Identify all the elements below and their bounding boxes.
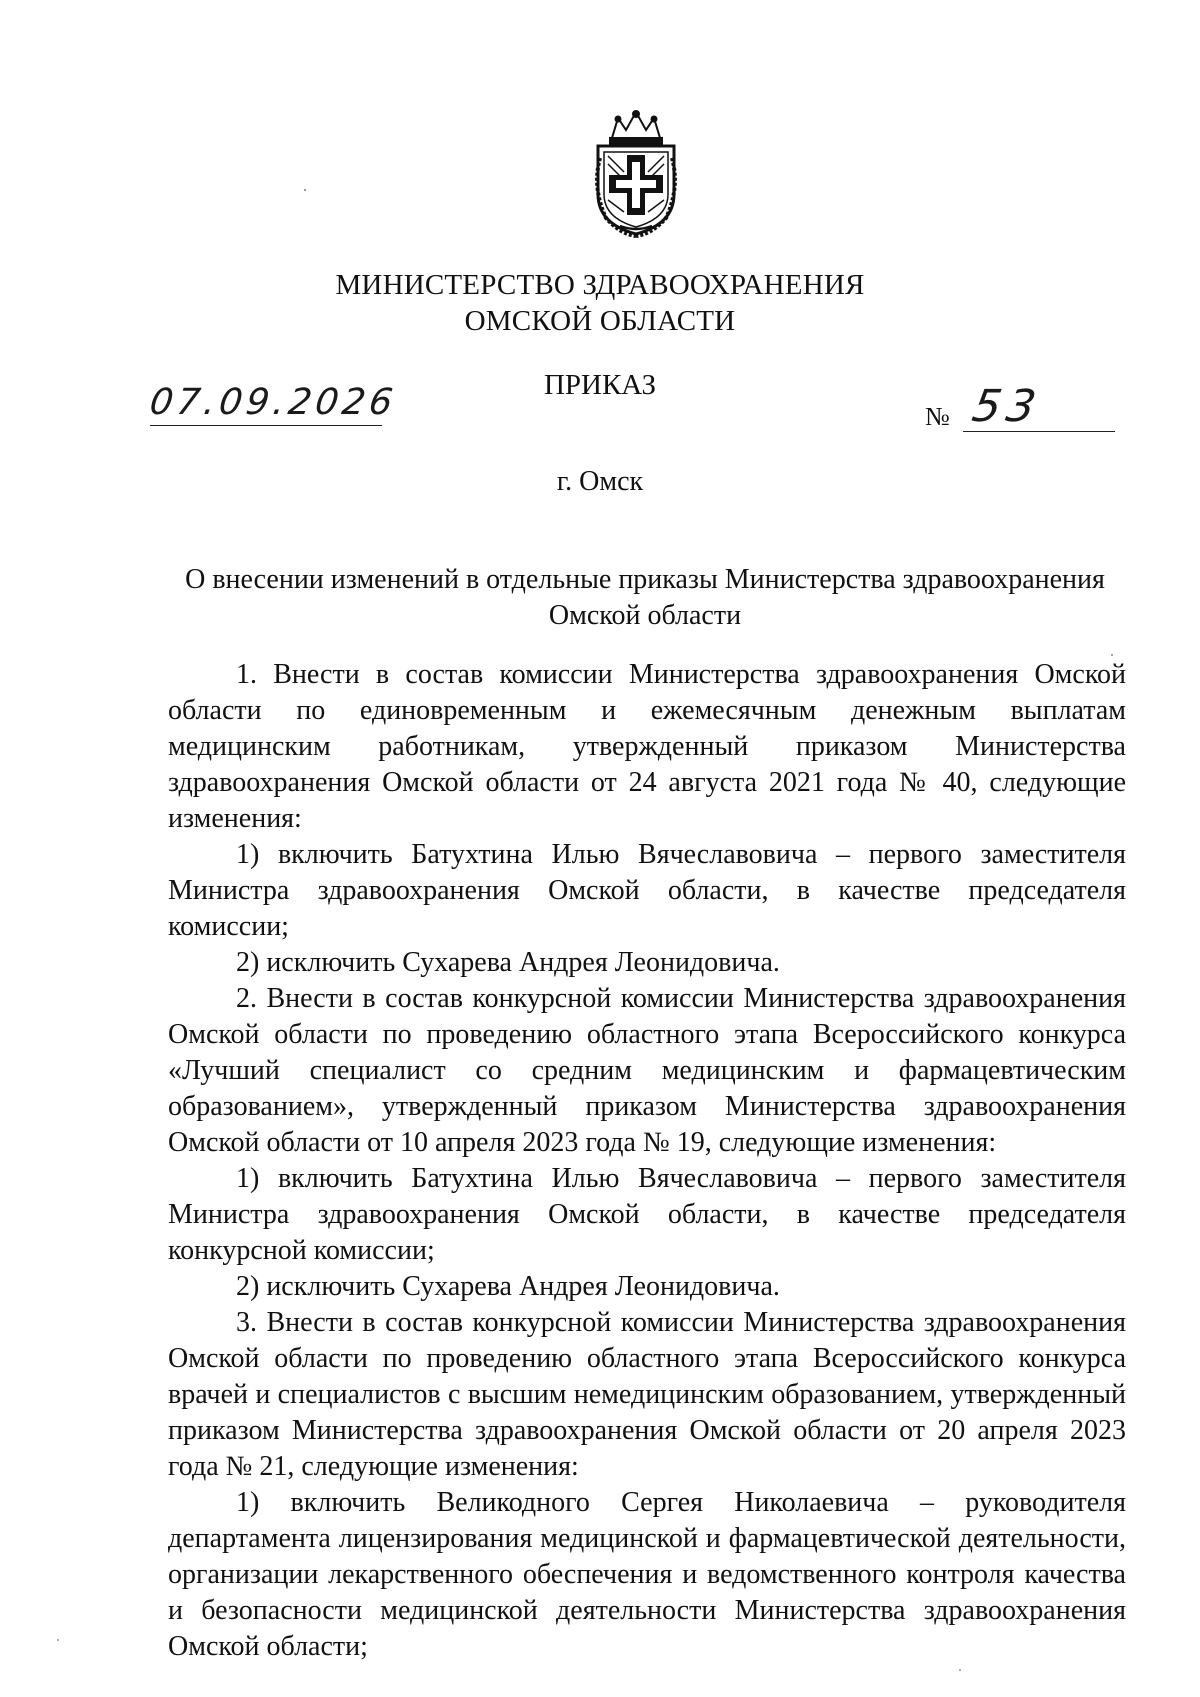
handwritten-order-number: 53: [968, 381, 1046, 432]
ministry-name-line1: МИНИСТЕРСТВО ЗДРАВООХРАНЕНИЯ: [335, 269, 865, 301]
ministry-name-line2: ОМСКОЙ ОБЛАСТИ: [464, 305, 736, 337]
paragraph-1-item-2: 2) исключить Сухарева Андрея Леонидовича.: [236, 947, 780, 978]
paragraph-1-item-1: 1) включить Батухтина Илью Вячеславовича – первого заместителя Министра здравоохранения Омской области, в качестве председателя комиссии;: [168, 839, 1126, 942]
paragraph-3: 3. Внести в состав конкурсной комиссии Министерства здравоохранения Омской области по проведению областного этапа Всероссийского конкурса врачей и специалистов с высшим немедицинским образованием, утвержденный приказом Министерства здравоохранения Омской области от 20 апреля 2023 года № 21, следующие изменения:: [168, 1307, 1126, 1482]
subject-line1: О внесении изменений в отдельные приказы Министерства здравоохранения: [185, 564, 1105, 595]
city-line: г. Омск: [556, 466, 644, 497]
number-sign: №: [925, 402, 950, 431]
paragraph-1: 1. Внести в состав комиссии Министерства здравоохранения Омской области по единовременным и ежемесячным денежным выплатам медицинским работникам, утвержденный приказом Министерства здравоохранения Омской области от 24 августа 2021 года № 40, следующие изменения:: [168, 659, 1126, 834]
paragraph-2-item-1: 1) включить Батухтина Илью Вячеславовича – первого заместителя Министра здравоохранения Омской области, в качестве председателя конкурсной комиссии;: [168, 1163, 1126, 1266]
handwritten-date: 07.09.2026: [147, 382, 400, 423]
document-type: ПРИКАЗ: [543, 369, 657, 401]
paragraph-2: 2. Внести в состав конкурсной комиссии Министерства здравоохранения Омской области по проведению областного этапа Всероссийского конкурса «Лучший специалист со средним медицинским и фармацевтическим образованием», утвержденный приказом Министерства здравоохранения Омской области от 10 апреля 2023 года № 19, следующие изменения:: [168, 983, 1126, 1158]
paragraph-2-item-2: 2) исключить Сухарева Андрея Леонидовича.: [236, 1271, 780, 1302]
paragraph-3-item-1: 1) включить Великодного Сергея Николаевича – руководителя департамента лицензирования медицинской и фармацевтической деятельности, организации лекарственного обеспечения и ведомственного контроля качества и безопасности медицинской деятельности Министерства здравоохранения Омской области;: [168, 1487, 1126, 1662]
subject-line2: Омской области: [548, 600, 742, 631]
